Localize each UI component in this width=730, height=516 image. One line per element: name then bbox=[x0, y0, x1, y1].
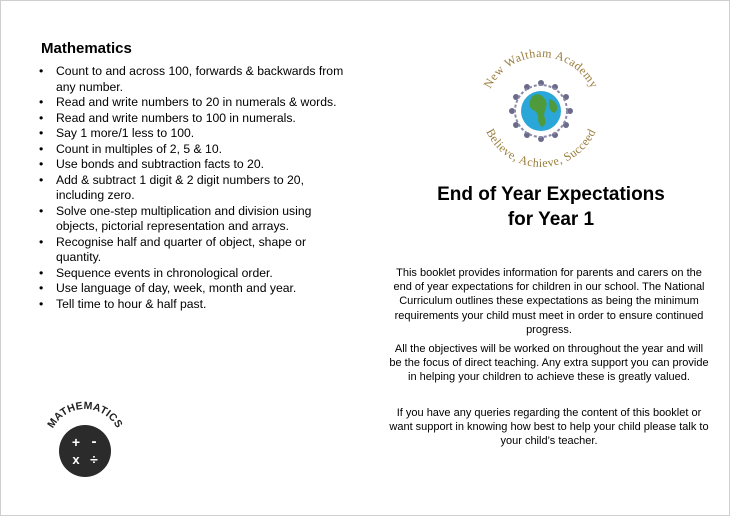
mathematics-objectives-list bbox=[39, 64, 349, 312]
plus-symbol: + bbox=[71, 434, 81, 450]
mathematics-badge-icon bbox=[39, 393, 129, 483]
academy-name-text: New Waltham Academy bbox=[480, 45, 602, 91]
list-item: • Say 1 more/1 less to 100. bbox=[39, 126, 349, 142]
mathematics-heading: Mathematics bbox=[41, 40, 132, 57]
list-item: • Read and write numbers to 100 in numerals. bbox=[39, 111, 349, 127]
badge-circle bbox=[59, 425, 111, 477]
page-title bbox=[391, 182, 711, 232]
list-item: • Count in multiples of 2, 5 & 10. bbox=[39, 142, 349, 158]
list-item: • Add & subtract 1 digit & 2 digit numbers to 20, including zero. bbox=[39, 173, 349, 204]
badge-arc-text: MATHEMATICS bbox=[45, 399, 125, 431]
list-item: • Use language of day, week, month and year. bbox=[39, 281, 349, 297]
svg-text:Believe, Achieve, Succeed bbox=[483, 126, 598, 170]
list-item: • Read and write numbers to 20 in numerals & words. bbox=[39, 95, 349, 111]
list-item: • Use bonds and subtraction facts to 20. bbox=[39, 157, 349, 173]
globe-icon bbox=[521, 91, 561, 131]
divide-symbol: ÷ bbox=[90, 451, 98, 467]
objectives-paragraph: All the objectives will be worked on throughout the year and will be the focus of direct teaching. Any extra support you can provide in helping your children to achieve these is greatly valued. bbox=[389, 343, 709, 384]
title-line-2: for Year 1 bbox=[507, 209, 595, 230]
list-item: • Sequence events in chronological order. bbox=[39, 266, 349, 282]
list-item: • Tell time to hour & half past. bbox=[39, 297, 349, 313]
list-item: • Solve one-step multiplication and division using objects, pictorial representation and arrays. bbox=[39, 204, 349, 235]
intro-paragraph: This booklet provides information for parents and carers on the end of year expectations for children in our school. The National Curriculum outlines these expectations as being the minimum requirements your child must meet in order to ensure continued progress. bbox=[393, 267, 705, 336]
list-item: • Recognise half and quarter of object, shape or quantity. bbox=[39, 235, 349, 266]
minus-symbol: - bbox=[91, 433, 97, 450]
queries-paragraph: If you have any queries regarding the content of this booklet or want support in knowing how best to help your child please talk to your child’s teacher. bbox=[389, 407, 709, 448]
title-line-1: End of Year Expectations bbox=[437, 184, 665, 205]
academy-motto-text: Believe, Achieve, Succeed bbox=[483, 126, 599, 171]
list-item: • Count to and across 100, forwards & backwards from any number. bbox=[39, 64, 349, 95]
academy-logo bbox=[471, 43, 611, 171]
times-symbol: x bbox=[72, 452, 80, 467]
